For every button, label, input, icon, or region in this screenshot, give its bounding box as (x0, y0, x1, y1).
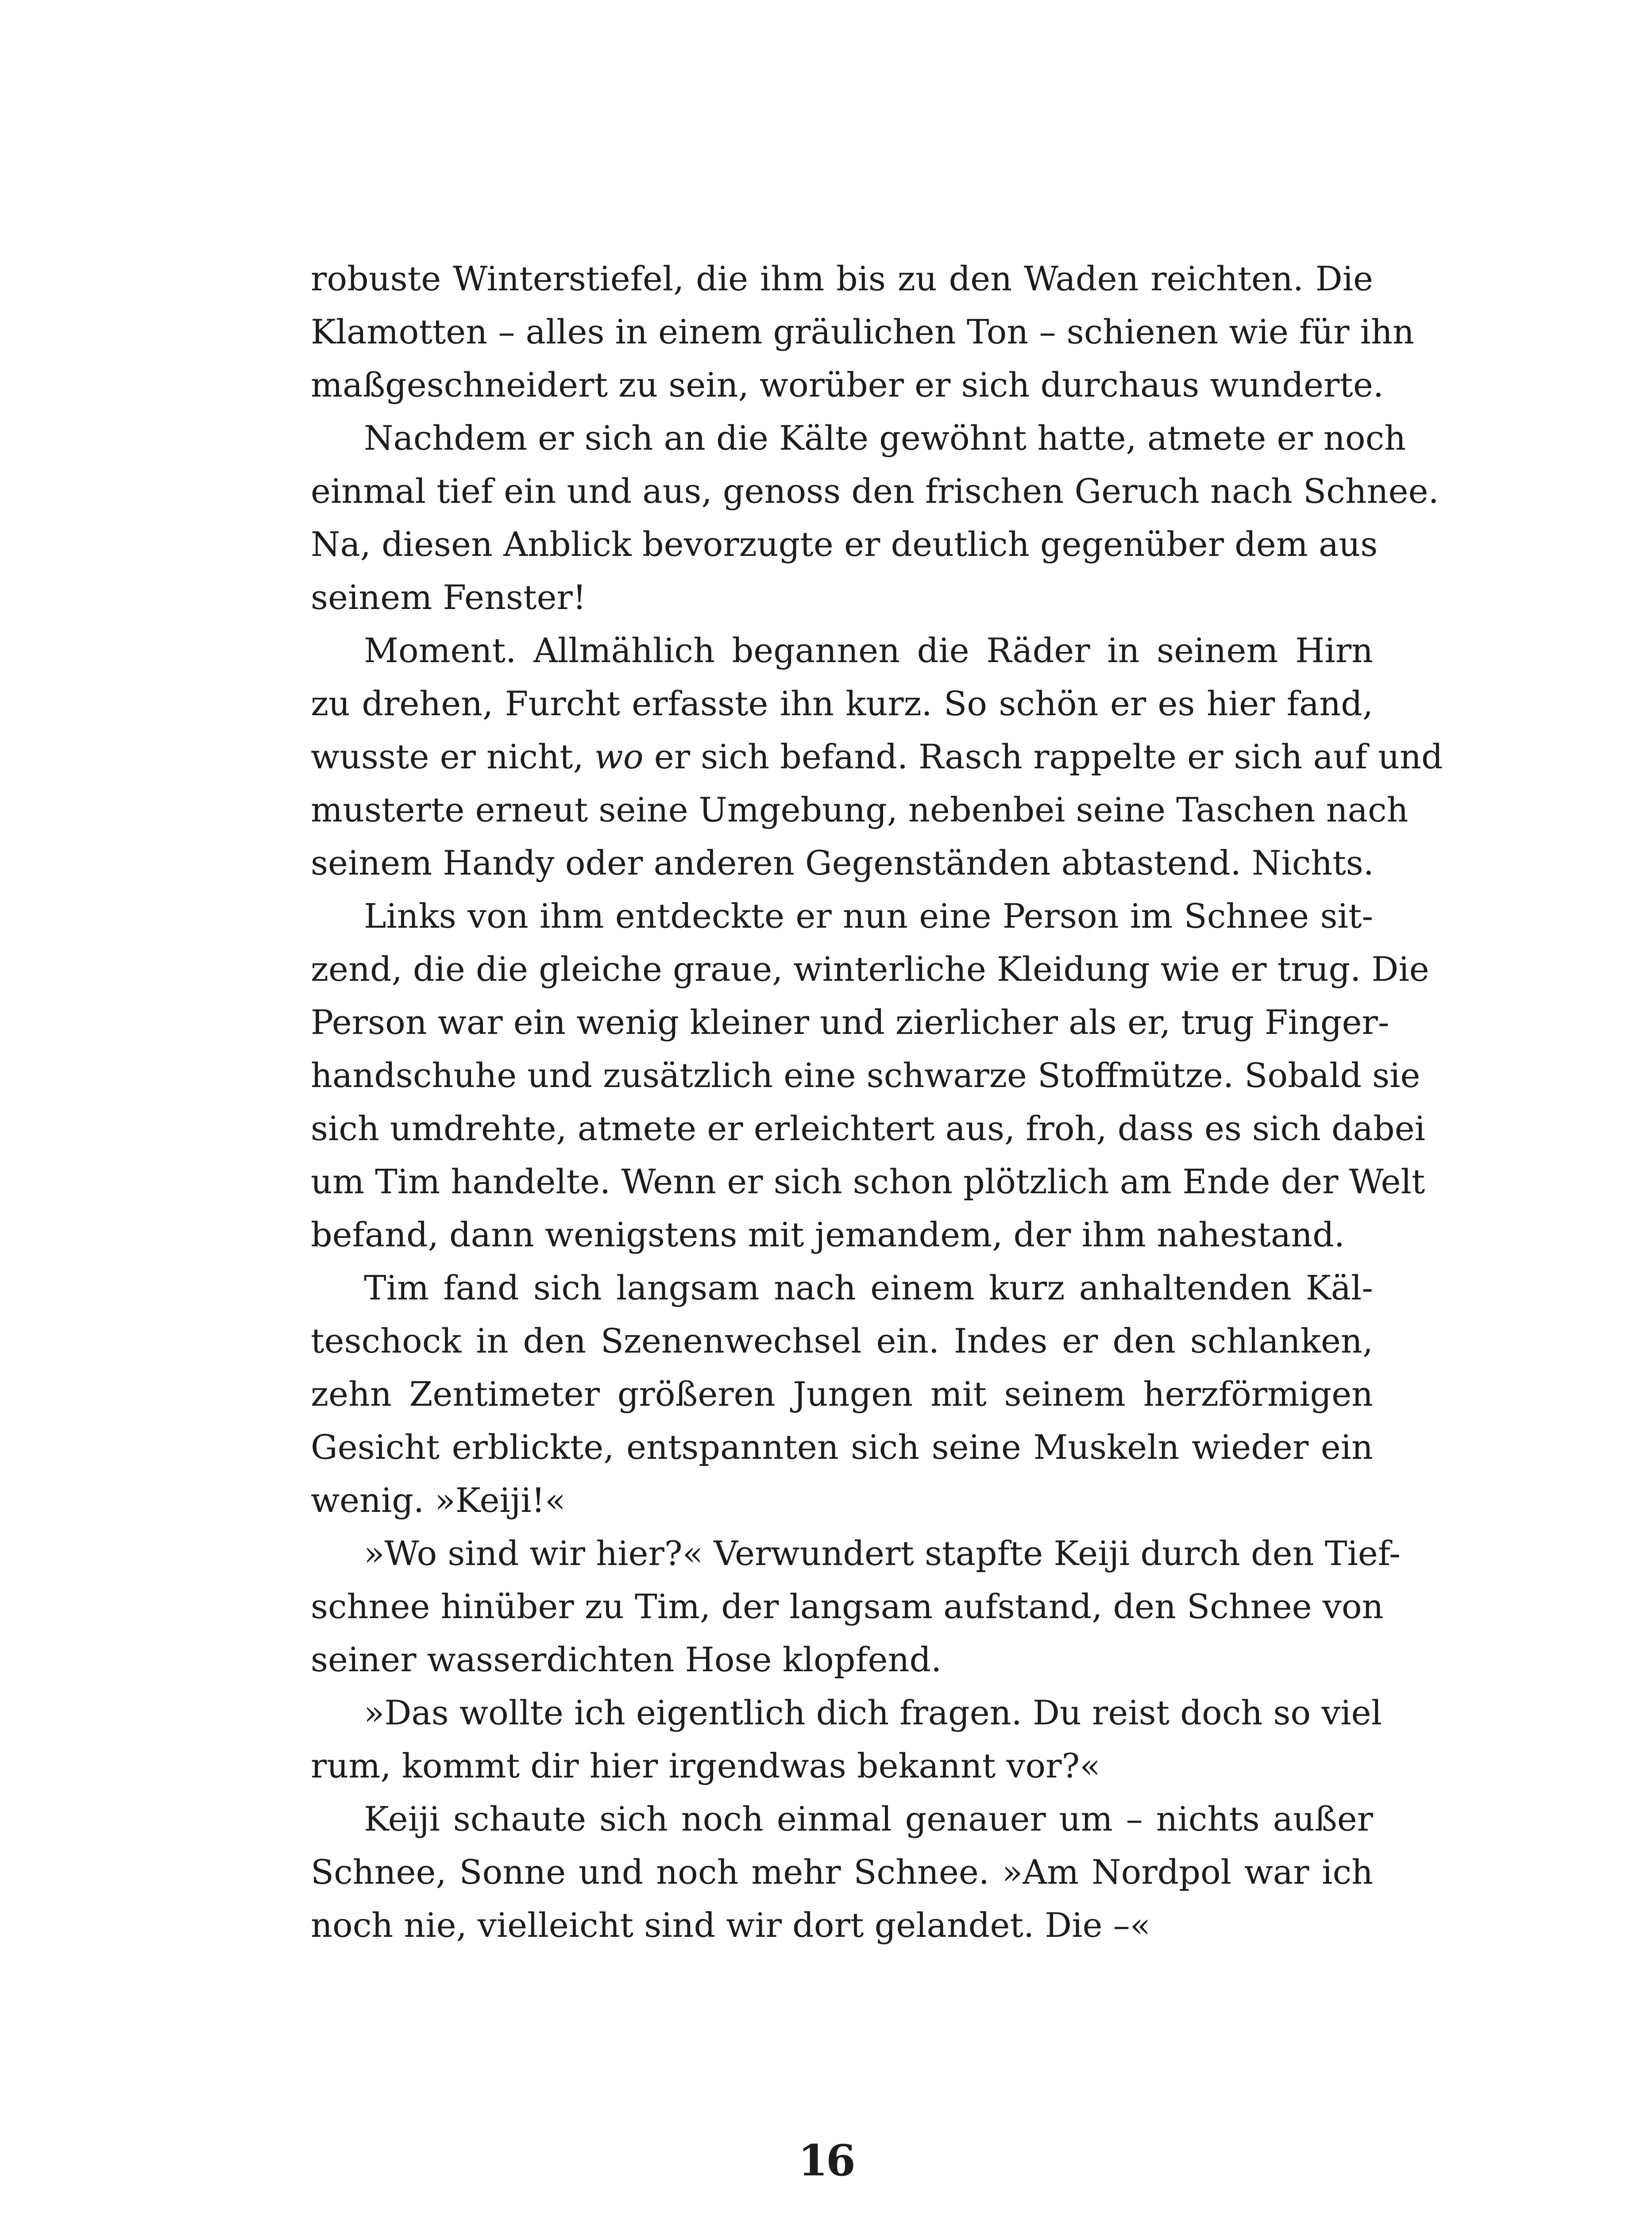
text-line: seinem Fenster! (311, 578, 587, 617)
paragraph-start-line: Links von ihm entdeckte er nun eine Person im Schnee sit- (364, 896, 1373, 936)
text-line: einmal tief ein und aus, genoss den frischen Geruch nach Schnee. (311, 471, 1439, 511)
page-number: 16 (798, 2136, 854, 2186)
text-line: Gesicht erblickte, entspannten sich seine Muskeln wieder ein (311, 1427, 1373, 1467)
text-line: um Tim handelte. Wenn er sich schon plötzlich am Ende der Welt (311, 1162, 1425, 1201)
body-text (311, 252, 1443, 1952)
text-line: musterte erneut seine Umgebung, nebenbei seine Taschen nach (311, 790, 1409, 829)
paragraph-start-line: Keiji schaute sich noch einmal genauer um – nichts außer (364, 1799, 1373, 1839)
text-line: handschuhe und zusätzlich eine schwarze Stoffmütze. Sobald sie (311, 1056, 1420, 1095)
text-line: befand, dann wenigstens mit jemandem, der ihm nahestand. (311, 1215, 1345, 1254)
text-line: seinem Handy oder anderen Gegenständen abtastend. Nichts. (311, 843, 1374, 883)
text-line: wenig. »Keiji!« (311, 1480, 566, 1520)
text-line: teschock in den Szenenwechsel ein. Indes er den schlanken, (311, 1321, 1373, 1361)
text-line: Schnee, Sonne und noch mehr Schnee. »Am Nordpol war ich (311, 1852, 1373, 1892)
text-line: Na, diesen Anblick bevorzugte er deutlich gegenüber dem aus (311, 524, 1378, 564)
paragraph-start-line: »Das wollte ich eigentlich dich fragen. Du reist doch so viel (364, 1693, 1382, 1732)
text-line: noch nie, vielleicht sind wir dort gelandet. Die –« (311, 1905, 1151, 1945)
text-line: zehn Zentimeter größeren Jungen mit seinem herzförmigen (311, 1374, 1373, 1414)
text-line: zend, die die gleiche graue, winterliche Kleidung wie er trug. Die (311, 949, 1429, 989)
text-line: zu drehen, Furcht erfasste ihn kurz. So schön er es hier fand, (311, 684, 1373, 723)
text-line: Klamotten – alles in einem gräulichen Ton – schienen wie für ihn (311, 312, 1414, 351)
text-line-with-emphasis (311, 730, 1443, 783)
paragraph-start-line: Moment. Allmählich begannen die Räder in seinem Hirn (364, 631, 1373, 670)
paragraph-start-line: »Wo sind wir hier?« Verwundert stapfte Keiji durch den Tief- (364, 1534, 1401, 1573)
paragraph-start-line: Tim fand sich langsam nach einem kurz anhaltenden Käl- (364, 1268, 1373, 1307)
text-line: Person war ein wenig kleiner und zierlicher als er, trug Finger- (311, 1002, 1390, 1042)
text-segment: er sich befand. Rasch rappelte er sich auf und (643, 737, 1443, 776)
text-line: sich umdrehte, atmete er erleichtert aus, froh, dass es sich dabei (311, 1109, 1425, 1148)
text-segment: wusste er nicht, (311, 737, 594, 776)
text-line: seiner wasserdichten Hose klopfend. (311, 1640, 942, 1679)
text-line: robuste Winterstiefel, die ihm bis zu den Waden reichten. Die (311, 259, 1373, 298)
text-line: maßgeschneidert zu sein, worüber er sich durchaus wunderte. (311, 365, 1384, 405)
text-line: schnee hinüber zu Tim, der langsam aufstand, den Schnee von (311, 1587, 1384, 1626)
paragraph-start-line: Nachdem er sich an die Kälte gewöhnt hatte, atmete er noch (364, 418, 1406, 458)
text-line: rum, kommt dir hier irgendwas bekannt vor?« (311, 1746, 1100, 1785)
emphasized-word: wo (594, 737, 644, 776)
